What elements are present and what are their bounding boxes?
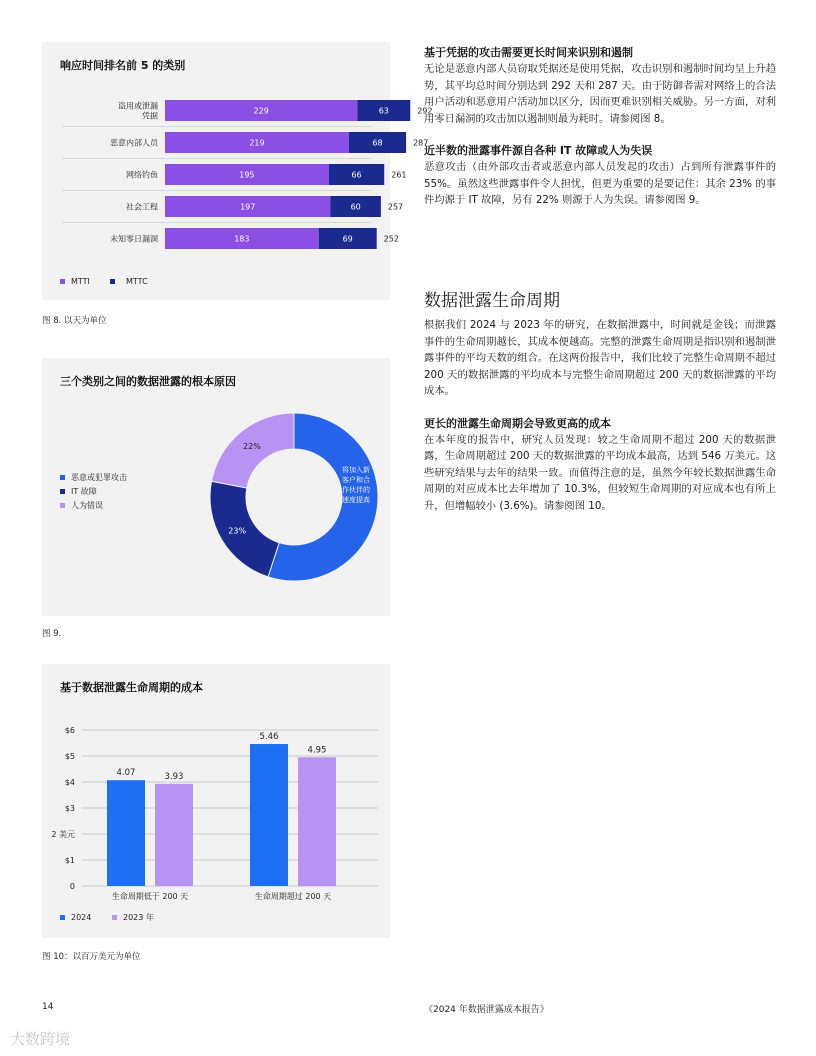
paragraph-credentials: 无论是恶意内部人员窃取凭据还是使用凭据，攻击识别和遏制时间均呈上升趋势，其平均总时间分别达到 292 天和 287 天。由于防御者需对网络上的合法用户活动和恶意用户活动加以区分，因而更难识别相关威胁。另一方面，对利用零日漏洞的攻击加以遏制则最为耗时。请参阅图 8。 <box>424 63 776 125</box>
fig8-total-label: 257 <box>387 202 404 212</box>
fig9-panel <box>42 358 390 616</box>
fig10-ytick-label: $5 <box>64 752 75 761</box>
fig9-caption: 图 9. <box>42 629 62 639</box>
fig9-chart <box>42 358 390 616</box>
fig8-legend-swatch-mtti <box>60 279 65 284</box>
fig8-mtti-label: 195 <box>239 170 255 180</box>
paragraph-root-causes: 恶意攻击（由外部攻击者或恶意内部人员发起的攻击）占到所有泄露事件的 55%。虽然这些泄露事件令人担忧，但更为重要的是要记住：其余 23% 的事件均源于 IT 故障，另有 22% 则源于人为失误。请参阅图 9。 <box>424 161 776 206</box>
fig9-slice-label: 23% <box>228 526 247 536</box>
fig10-ytick-label: $3 <box>64 804 75 813</box>
fig10-value-label: 4.95 <box>307 745 327 756</box>
fig8-total-label: 252 <box>383 234 399 244</box>
heading-longer-lifecycle: 更长的泄露生命周期会导致更高的成本 <box>424 416 611 430</box>
fig8-mtti-label: 219 <box>249 138 265 148</box>
fig10-legend-2024: 2024 <box>71 913 92 922</box>
fig8-mtti-label: 197 <box>240 202 256 212</box>
fig8-legend-mttc: MTTC <box>126 277 148 286</box>
heading-credentials: 基于凭据的攻击需要更长时间来识别和遏制 <box>424 46 633 59</box>
fig9-legend-swatch <box>60 475 65 480</box>
right-column <box>424 45 776 209</box>
fig9-title: 三个类别之间的数据泄露的根本原因 <box>60 375 236 388</box>
fig8-mtti-label: 229 <box>253 106 269 116</box>
fig8-mttc-label: 63 <box>378 106 389 116</box>
fig8-category-label: 社会工程 <box>126 202 158 212</box>
fig10-ytick-label: 0 <box>69 882 75 891</box>
fig10-value-label: 4.07 <box>116 768 136 779</box>
fig8-total-label: 292 <box>417 106 433 116</box>
fig8-total-label: 261 <box>391 170 407 180</box>
fig10-panel <box>42 664 390 938</box>
fig9-legend-swatch <box>60 489 65 494</box>
fig10-legend-2023: 2023 年 <box>123 913 154 922</box>
fig8-title: 响应时间排名前 5 的类别 <box>60 59 186 72</box>
fig10-bar <box>155 784 193 886</box>
fig10-bar <box>298 757 336 886</box>
fig10-legend-swatch-2024 <box>60 915 65 920</box>
fig8-category-label: 盗用或泄漏凭据 <box>118 101 158 121</box>
fig9-legend-label: 恶意或犯罪攻击 <box>71 473 127 482</box>
fig8-mtti-label: 183 <box>234 234 250 244</box>
watermark: 大数跨境 <box>10 1030 71 1048</box>
fig10-value-label: 3.93 <box>164 771 184 782</box>
section-title-lifecycle: 数据泄露生命周期 <box>424 291 560 311</box>
fig10-legend-swatch-2023 <box>112 915 117 920</box>
fig10-ytick-label: $4 <box>64 778 75 787</box>
fig10-title: 基于数据泄露生命周期的成本 <box>60 681 203 694</box>
fig8-category-label: 网络钓鱼 <box>126 170 158 180</box>
fig8-category-label: 未知零日漏洞 <box>110 234 158 244</box>
heading-root-causes: 近半数的泄露事件源自各种 IT 故障或人为失误 <box>424 144 653 157</box>
fig8-mttc-label: 69 <box>342 234 353 244</box>
section-lifecycle <box>424 286 776 311</box>
page-number: 14 <box>42 1002 54 1012</box>
footer-report-title: 《2024 年数据泄露成本报告》 <box>424 1005 549 1015</box>
fig8-mttc-label: 60 <box>350 202 361 212</box>
fig9-slice-label: 22% <box>243 442 261 452</box>
fig10-caption: 图 10：以百万美元为单位 <box>42 952 141 962</box>
fig8-legend-mtti: MTTI <box>71 277 90 286</box>
fig8-legend-swatch-mttc <box>110 279 115 284</box>
fig10-category-label: 生命周期低于 200 天 <box>111 892 189 901</box>
fig8-caption: 图 8. 以天为单位 <box>42 316 107 326</box>
fig9-inside-note: 将加入新客户和合作伙伴的速度提高 <box>342 466 370 504</box>
fig8-mttc-label: 68 <box>372 138 383 148</box>
fig10-value-label: 5.46 <box>259 732 279 743</box>
fig9-legend-swatch <box>60 503 65 508</box>
paragraph-lifecycle: 根据我们 2024 与 2023 年的研究，在数据泄露中，时间就是金钱；而泄露事件的生命周期越长，其成本便越高。完整的泄露生命周期是指识别和遏制泄露事件的平均天数的组合。在这两份报告中，我们比较了完整生命周期不超过 200 天的数据泄露的平均成本与完整生命周期超过 200 天的数据泄露的平均成本。 <box>424 319 776 397</box>
fig8-panel <box>42 42 433 300</box>
fig8-chart <box>42 42 433 300</box>
fig8-mttc-label: 66 <box>351 170 362 180</box>
fig10-ytick-label: $1 <box>64 856 75 865</box>
fig9-legend-label: 人为错误 <box>71 501 103 510</box>
fig10-ytick-label: 2 美元 <box>51 830 75 839</box>
fig10-category-label: 生命周期超过 200 天 <box>254 892 332 901</box>
fig10-bar <box>250 744 288 886</box>
fig10-ytick-label: $6 <box>64 726 75 735</box>
fig10-bar <box>107 780 145 886</box>
fig10-chart <box>42 664 390 938</box>
right-column-lower <box>424 317 776 514</box>
fig9-legend-label: IT 故障 <box>71 487 97 496</box>
fig8-category-label: 恶意内部人员 <box>110 138 158 148</box>
paragraph-longer-lifecycle: 在本年度的报告中，研究人员发现：较之生命周期不超过 200 天的数据泄露，生命周期超过 200 天的数据泄露的平均成本最高，达到 546 万美元。这些研究结果与去年的结果一致。而值得注意的是，虽然今年较长数据泄露生命周期的对应成本比去年增加了 10.3%，但较短生命周期的对应成本也有所上升，但增幅较小 (3.6%)。请参阅图 10。 <box>424 433 776 512</box>
fig8-total-label: 287 <box>413 138 429 148</box>
